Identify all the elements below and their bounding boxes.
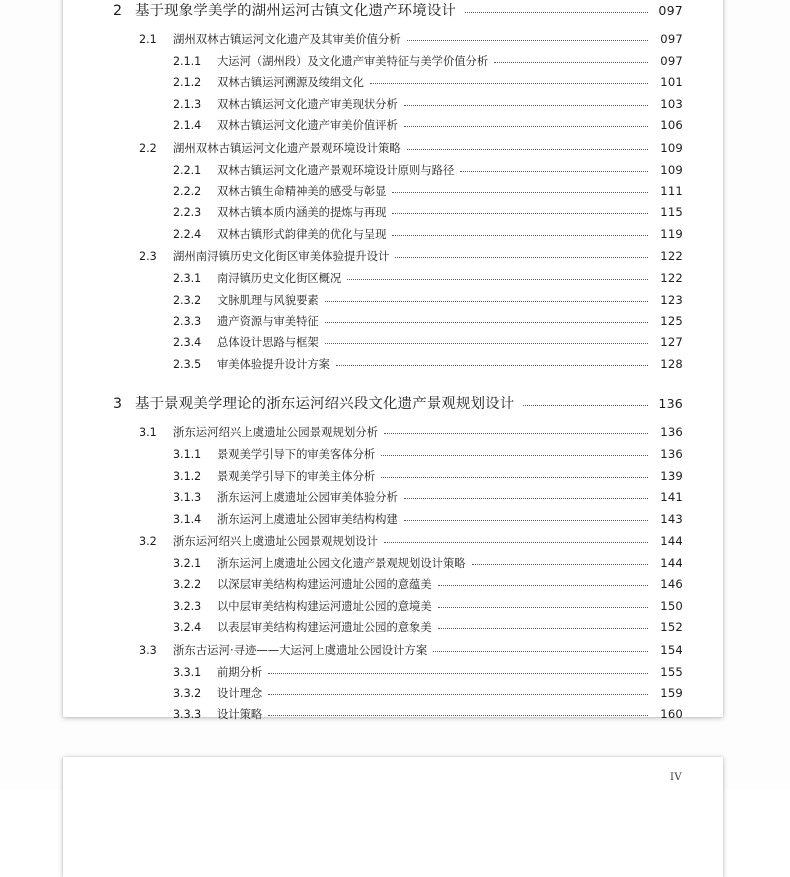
toc-entry-title: 景观美学引导下的审美主体分析 <box>217 469 376 483</box>
toc-entry-title: 前期分析 <box>217 665 263 679</box>
toc-entry-level-3[interactable] <box>113 354 683 375</box>
toc-entry-page-number: 136 <box>660 425 683 440</box>
toc-entry-level-3[interactable] <box>113 683 683 704</box>
toc-dot-leader <box>336 365 648 366</box>
toc-group-spacer <box>113 375 683 393</box>
toc-entry-number: 3.1.4 <box>173 512 202 526</box>
toc-entry-level-3[interactable] <box>113 574 683 595</box>
toc-dot-leader <box>268 715 648 716</box>
toc-entry-level-3[interactable] <box>113 332 683 353</box>
toc-entry-page-number: 143 <box>660 511 683 526</box>
toc-entry-page-number: 125 <box>660 314 683 329</box>
toc-entry-page-number: 119 <box>660 226 683 241</box>
toc-entry-number: 2.3.5 <box>173 357 202 371</box>
toc-entry-level-3[interactable] <box>113 115 683 136</box>
toc-entry-number: 3.3.1 <box>173 665 202 679</box>
toc-entry-title: 湖州双林古镇运河文化遗产及其审美价值分析 <box>173 32 401 46</box>
toc-dot-leader <box>392 213 648 214</box>
toc-entry-title: 大运河（湖州段）及文化遗产审美特征与美学价值分析 <box>217 55 489 68</box>
toc-entry-number: 2.1.1 <box>173 55 202 68</box>
toc-entry-level-3[interactable] <box>113 268 683 289</box>
toc-entry-page-number: 154 <box>660 642 683 657</box>
toc-dot-leader <box>381 477 648 478</box>
toc-entry-page-number: 139 <box>660 468 683 483</box>
toc-entry-page-number: 122 <box>660 271 683 286</box>
toc-dot-leader <box>404 126 648 127</box>
toc-entry-page-number: 103 <box>660 96 683 111</box>
toc-entry-page-number: 111 <box>660 184 683 199</box>
toc-entry-number: 2.1.4 <box>173 119 202 133</box>
page-sheet-toc <box>63 0 723 722</box>
toc-entry-title: 浙东运河上虞遗址公园文化遗产景观规划设计策略 <box>217 556 466 570</box>
toc-entry-page-number: 101 <box>660 75 683 90</box>
toc-entry-title: 基于现象学美学的湖州运河古镇文化遗产环境设计 <box>135 3 456 19</box>
toc-entry-level-3[interactable] <box>113 160 683 181</box>
toc-entry-title: 双林古镇生命精神美的感受与彰显 <box>217 185 387 199</box>
toc-entry-number: 2.3.1 <box>173 272 202 286</box>
toc-entry-number: 3.2.4 <box>173 621 202 635</box>
toc-dot-leader <box>392 192 648 193</box>
toc-entry-page-number: 152 <box>660 620 683 635</box>
toc-entry-title: 双林古镇形式韵律美的优化与呈现 <box>217 227 387 241</box>
toc-entry-title: 景观美学引导下的审美客体分析 <box>217 448 376 462</box>
page-content-area <box>63 0 723 722</box>
toc-entry-level-1[interactable] <box>113 0 683 22</box>
toc-entry-number: 3.1.2 <box>173 469 202 483</box>
toc-entry-page-number: 136 <box>658 396 683 412</box>
toc-entry-level-1[interactable] <box>113 393 683 415</box>
toc-entry-page-number: 115 <box>660 205 683 220</box>
toc-entry-number: 2.2 <box>139 141 157 155</box>
page-sheet-following <box>63 757 723 877</box>
toc-entry-page-number: 136 <box>660 447 683 462</box>
toc-entry-level-3[interactable] <box>113 487 683 508</box>
toc-entry-title: 浙东运河上虞遗址公园审美体验分析 <box>217 491 398 505</box>
toc-entry-title: 文脉肌理与风貌要素 <box>217 293 319 307</box>
toc-dot-leader <box>404 520 648 521</box>
toc-entry-title: 以中层审美结构构建运河遗址公园的意境美 <box>217 599 432 613</box>
toc-entry-number: 2.3 <box>139 250 157 264</box>
toc-entry-level-2[interactable] <box>113 639 683 662</box>
toc-entry-page-number: 146 <box>660 577 683 592</box>
toc-entry-title: 基于景观美学理论的浙东运河绍兴段文化遗产景观规划设计 <box>135 396 515 413</box>
toc-entry-title: 双林古镇本质内涵美的提炼与再现 <box>217 206 387 220</box>
toc-entry-level-3[interactable] <box>113 509 683 530</box>
toc-dot-leader <box>384 542 648 543</box>
page-folio-number: IV <box>670 772 682 783</box>
toc-entry-page-number: 122 <box>660 249 683 264</box>
toc-entry-number: 2.2.2 <box>173 185 202 199</box>
toc-dot-leader <box>268 694 648 695</box>
toc-dot-leader <box>381 455 648 456</box>
toc-entry-number: 3.3.3 <box>173 708 202 722</box>
toc-entry-title: 设计策略 <box>217 708 263 722</box>
toc-entry-level-3[interactable] <box>113 94 683 115</box>
toc-entry-title: 湖州双林古镇运河文化遗产景观环境设计策略 <box>173 140 401 155</box>
toc-entry-level-2[interactable] <box>113 530 683 553</box>
toc-entry-number: 2.2.1 <box>173 163 202 177</box>
toc-entry-number: 3.2.2 <box>173 578 202 592</box>
toc-dot-leader <box>325 343 648 344</box>
toc-entry-title: 审美体验提升设计方案 <box>217 357 330 371</box>
toc-entry-title: 双林古镇运河文化遗产景观环境设计原则与路径 <box>217 163 455 177</box>
page-content-area-following <box>63 757 723 877</box>
toc-entry-page-number: 150 <box>660 598 683 613</box>
toc-entry-page-number: 128 <box>660 356 683 371</box>
toc-entry-level-3[interactable] <box>113 553 683 574</box>
toc-entry-level-3[interactable] <box>113 202 683 223</box>
toc-entry-page-number: 141 <box>660 490 683 505</box>
toc-entry-number: 3 <box>113 396 123 413</box>
toc-entry-level-2[interactable] <box>113 28 683 51</box>
toc-dot-leader <box>494 62 648 63</box>
toc-dot-leader <box>268 673 648 674</box>
toc-dot-leader <box>370 83 648 84</box>
toc-entry-page-number: 097 <box>658 3 683 18</box>
toc-entry-level-3[interactable] <box>113 704 683 725</box>
toc-dot-leader <box>407 40 648 41</box>
toc-entry-number: 2.3.3 <box>173 315 202 329</box>
toc-entry-level-3[interactable] <box>113 224 683 245</box>
toc-entry-page-number: 123 <box>660 292 683 307</box>
toc-entry-number: 3.3.2 <box>173 686 202 700</box>
toc-entry-title: 以表层审美结构构建运河遗址公园的意象美 <box>217 621 432 635</box>
toc-entry-page-number: 144 <box>660 533 683 548</box>
toc-entry-page-number: 159 <box>660 685 683 700</box>
toc-dot-leader <box>392 235 648 236</box>
toc-dot-leader <box>404 498 648 499</box>
toc-entry-page-number: 097 <box>660 32 683 46</box>
toc-entry-page-number: 155 <box>660 664 683 679</box>
toc-entry-title: 以深层审美结构构建运河遗址公园的意蕴美 <box>217 578 432 592</box>
toc-entry-page-number: 106 <box>660 118 683 133</box>
toc-entry-level-3[interactable] <box>113 617 683 638</box>
toc-entry-number: 3.3 <box>139 643 157 657</box>
toc-entry-level-2[interactable] <box>113 245 683 268</box>
toc-entry-page-number: 144 <box>660 555 683 570</box>
table-of-contents <box>113 0 683 726</box>
toc-entry-title: 浙东运河绍兴上虞遗址公园景观规划设计 <box>173 533 379 548</box>
toc-entry-number: 3.2.1 <box>173 556 202 570</box>
toc-dot-leader <box>404 105 648 106</box>
toc-dot-leader <box>438 607 648 608</box>
toc-entry-title: 双林古镇运河文化遗产审美价值评析 <box>217 119 398 133</box>
toc-dot-leader <box>384 433 648 434</box>
toc-entry-number: 3.1.1 <box>173 448 202 462</box>
toc-entry-page-number: 109 <box>660 162 683 177</box>
toc-entry-level-3[interactable] <box>113 596 683 617</box>
toc-entry-title: 设计理念 <box>217 686 263 700</box>
toc-entry-number: 2 <box>113 3 123 19</box>
toc-dot-leader <box>347 279 648 280</box>
toc-entry-number: 2.1.3 <box>173 97 202 111</box>
toc-entry-level-3[interactable] <box>113 72 683 93</box>
toc-entry-title: 总体设计思路与框架 <box>217 336 319 350</box>
toc-entry-number: 2.2.4 <box>173 227 202 241</box>
toc-entry-page-number: 109 <box>660 140 683 155</box>
toc-entry-level-3[interactable] <box>113 662 683 683</box>
toc-entry-number: 2.2.3 <box>173 206 202 220</box>
toc-entry-number: 2.3.4 <box>173 336 202 350</box>
toc-entry-number: 3.2.3 <box>173 599 202 613</box>
toc-entry-title: 南浔镇历史文化街区概况 <box>217 272 342 286</box>
toc-entry-number: 2.3.2 <box>173 293 202 307</box>
toc-entry-title: 湖州南浔镇历史文化街区审美体验提升设计 <box>173 249 390 264</box>
toc-dot-leader <box>325 301 648 302</box>
toc-entry-level-3[interactable] <box>113 181 683 202</box>
toc-entry-number: 3.1 <box>139 426 157 440</box>
toc-entry-title: 浙东运河上虞遗址公园审美结构构建 <box>217 512 398 526</box>
toc-dot-leader <box>407 149 648 150</box>
toc-dot-leader <box>460 171 648 172</box>
toc-dot-leader <box>325 322 648 323</box>
toc-entry-number: 2.1.2 <box>173 76 202 90</box>
toc-entry-title: 双林古镇运河文化遗产审美现状分析 <box>217 97 398 111</box>
toc-entry-number: 3.2 <box>139 534 157 548</box>
toc-dot-leader <box>465 12 648 13</box>
toc-entry-title: 浙东古运河·寻迹——大运河上虞遗址公园设计方案 <box>173 642 428 657</box>
toc-dot-leader <box>438 585 648 586</box>
toc-dot-leader <box>433 651 648 652</box>
toc-entry-page-number: 127 <box>660 335 683 350</box>
toc-entry-title: 遗产资源与审美特征 <box>217 315 319 329</box>
toc-entry-level-3[interactable] <box>113 51 683 72</box>
toc-entry-number: 3.1.3 <box>173 491 202 505</box>
toc-entry-level-2[interactable] <box>113 421 683 444</box>
toc-entry-level-2[interactable] <box>113 137 683 160</box>
toc-entry-level-3[interactable] <box>113 290 683 311</box>
toc-entry-level-3[interactable] <box>113 466 683 487</box>
toc-entry-title: 浙东运河绍兴上虞遗址公园景观规划分析 <box>173 425 379 440</box>
toc-dot-leader <box>472 564 648 565</box>
toc-entry-level-3[interactable] <box>113 311 683 332</box>
toc-entry-title: 双林古镇运河溯源及绫绢文化 <box>217 76 364 90</box>
toc-entry-number: 2.1 <box>139 33 157 46</box>
toc-dot-leader <box>395 257 648 258</box>
toc-entry-page-number: 097 <box>660 54 683 68</box>
toc-entry-level-3[interactable] <box>113 444 683 465</box>
toc-dot-leader <box>438 628 648 629</box>
toc-entry-page-number: 160 <box>660 707 683 722</box>
toc-dot-leader <box>523 405 648 406</box>
